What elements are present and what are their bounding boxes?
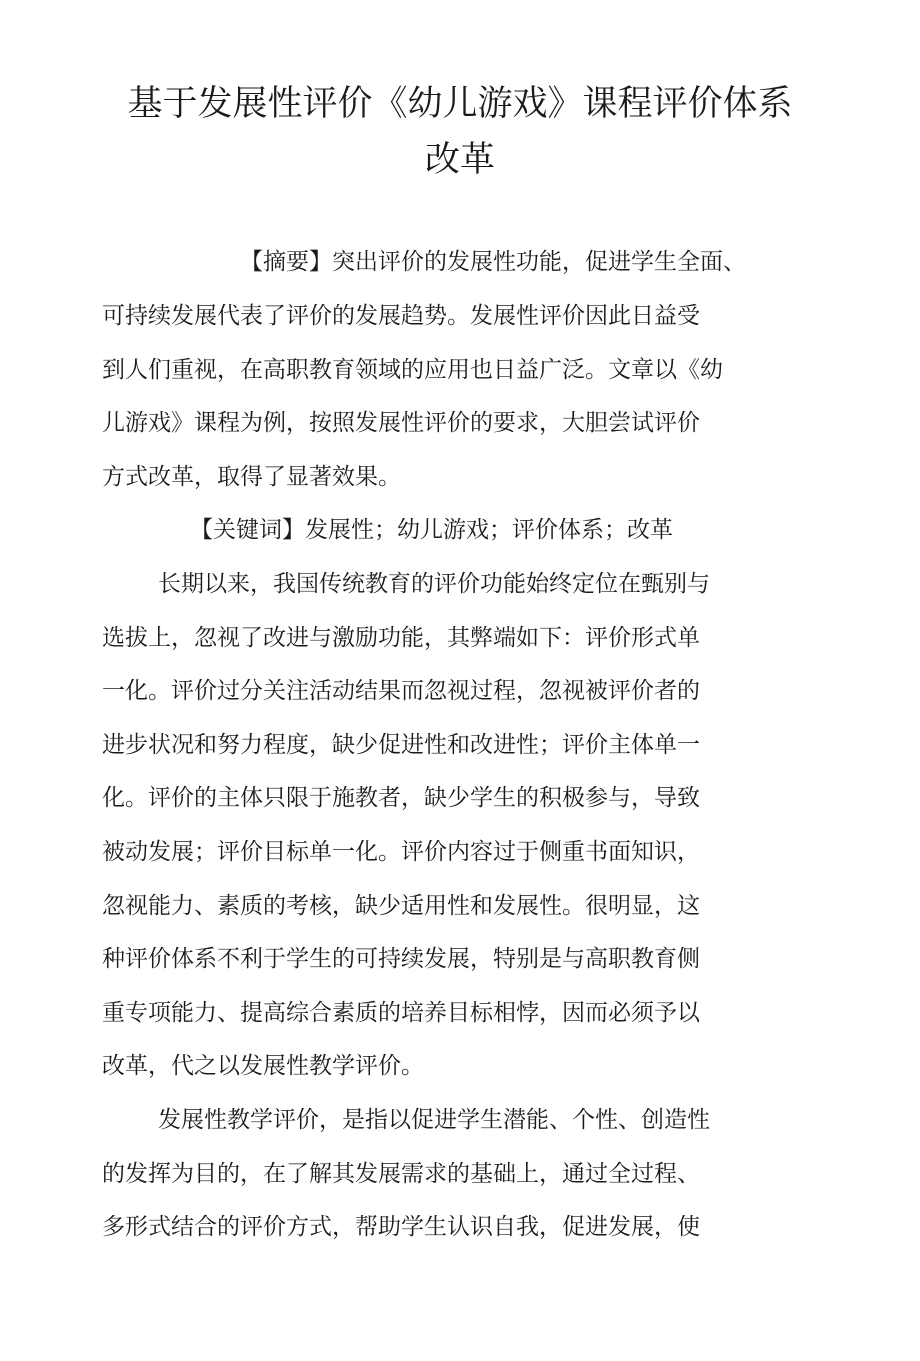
abstract-line-5: 方式改革，取得了显著效果。 [102, 464, 401, 490]
keywords-line: 【关键词】发展性；幼儿游戏；评价体系；改革 [190, 517, 673, 543]
abstract-line-3: 到人们重视，在高职教育领域的应用也日益广泛。文章以《幼 [102, 357, 723, 383]
body-line-6: 被动发展；评价目标单一化。评价内容过于侧重书面知识， [102, 839, 700, 865]
document-title-line-2: 改革 [424, 140, 495, 180]
body-line-10: 改革，代之以发展性教学评价。 [102, 1053, 424, 1079]
abstract-line-4: 儿游戏》课程为例，按照发展性评价的要求，大胆尝试评价 [102, 410, 700, 436]
body-line-5: 化。评价的主体只限于施教者，缺少学生的积极参与，导致 [102, 785, 700, 811]
body-line-1: 长期以来，我国传统教育的评价功能始终定位在甄别与 [158, 571, 710, 597]
body-line-8: 种评价体系不利于学生的可持续发展，特别是与高职教育侧 [102, 946, 700, 972]
body-line-2: 选拔上，忽视了改进与激励功能，其弊端如下：评价形式单 [102, 625, 700, 651]
body-line-9: 重专项能力、提高综合素质的培养目标相悖，因而必须予以 [102, 1000, 700, 1026]
body-line-12: 的发挥为目的，在了解其发展需求的基础上，通过全过程、 [102, 1161, 700, 1187]
abstract-line-1: 【摘要】突出评价的发展性功能，促进学生全面、 [240, 249, 746, 275]
abstract-line-2: 可持续发展代表了评价的发展趋势。发展性评价因此日益受 [102, 303, 700, 329]
body-line-11: 发展性教学评价，是指以促进学生潜能、个性、创造性 [158, 1107, 710, 1133]
body-line-7: 忽视能力、素质的考核，缺少适用性和发展性。很明显，这 [102, 893, 700, 919]
body-line-13: 多形式结合的评价方式，帮助学生认识自我，促进发展，使 [102, 1214, 700, 1240]
body-line-4: 进步状况和努力程度，缺少促进性和改进性；评价主体单一 [102, 732, 700, 758]
body-line-3: 一化。评价过分关注活动结果而忽视过程，忽视被评价者的 [102, 678, 700, 704]
document-title-line-1: 基于发展性评价《幼儿游戏》课程评价体系 [127, 84, 793, 124]
